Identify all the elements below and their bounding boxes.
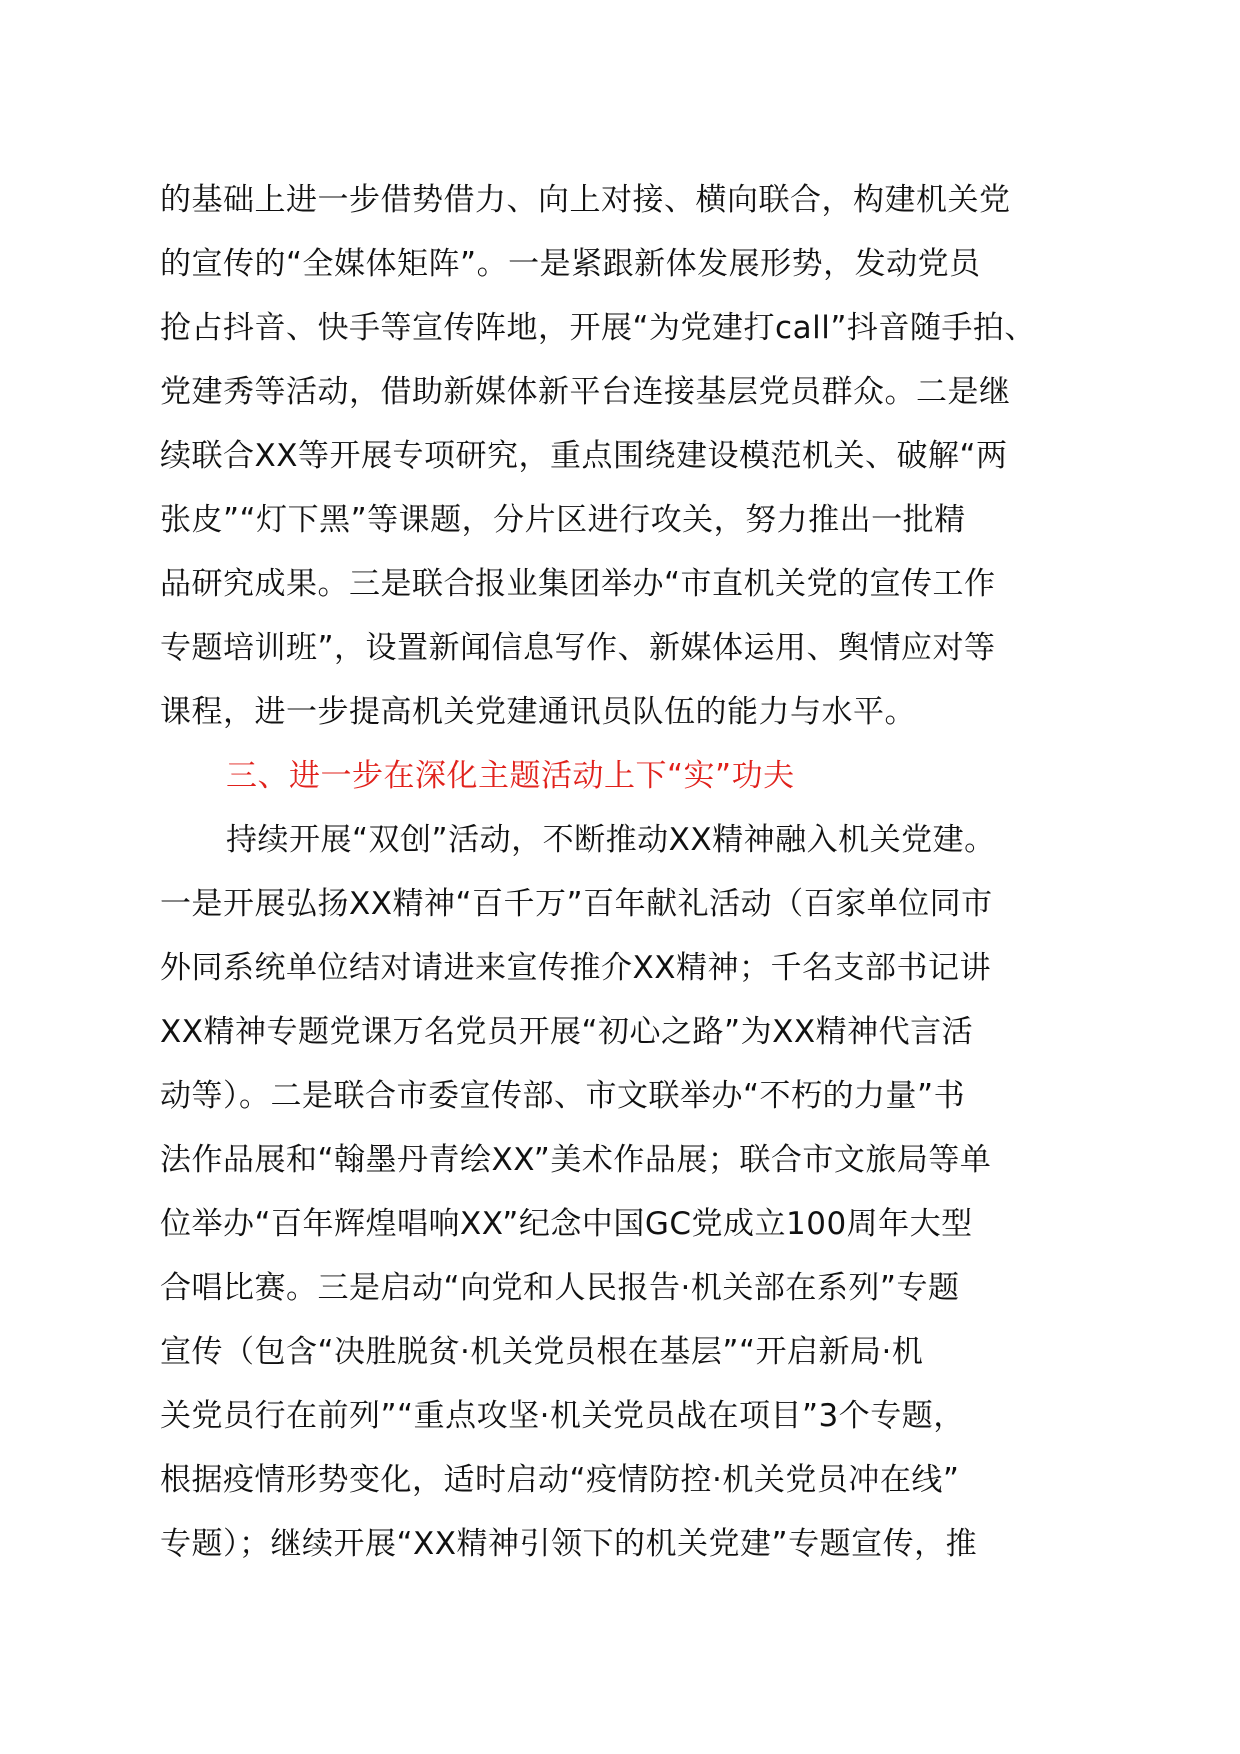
paragraph-2-line-3: 外同系统单位结对请进来宣传推介XX精神；千名支部书记讲 xyxy=(160,950,991,986)
document-body xyxy=(160,168,1100,1576)
paragraph-1-line-6: 张皮”“灯下黑”等课题，分片区进行攻关，努力推出一批精 xyxy=(160,502,966,538)
paragraph-2-line-12: 专题）；继续开展“XX精神引领下的机关党建”专题宣传，推 xyxy=(160,1526,978,1562)
paragraph-1-line-1: 的基础上进一步借势借力、向上对接、横向联合，构建机关党 xyxy=(160,182,1011,218)
paragraph-2-line-1: 持续开展“双创”活动，不断推动XX精神融入机关党建。 xyxy=(226,822,996,858)
paragraph-2-line-6: 法作品展和“翰墨丹青绘XX”美术作品展；联合市文旅局等单 xyxy=(160,1142,992,1178)
paragraph-2-line-2: 一是开展弘扬XX精神“百千万”百年献礼活动（百家单位同市 xyxy=(160,886,993,922)
paragraph-2-line-9: 宣传（包含“决胜脱贫·机关党员根在基层”“开启新局·机 xyxy=(160,1334,924,1370)
paragraph-1-line-3: 抢占抖音、快手等宣传阵地，开展“为党建打call”抖音随手拍、 xyxy=(160,310,1036,346)
paragraph-1-line-8: 专题培训班”，设置新闻信息写作、新媒体运用、舆情应对等 xyxy=(160,630,996,666)
paragraph-2-line-5: 动等）。二是联合市委宣传部、市文联举办“不朽的力量”书 xyxy=(160,1078,966,1114)
paragraph-1-line-9: 课程，进一步提高机关党建通讯员队伍的能力与水平。 xyxy=(160,694,916,730)
paragraph-1-line-7: 品研究成果。三是联合报业集团举办“市直机关党的宣传工作 xyxy=(160,566,996,602)
paragraph-2-line-7: 位举办“百年辉煌唱响XX”纪念中国GC党成立100周年大型 xyxy=(160,1206,973,1242)
paragraph-1 xyxy=(160,168,1100,744)
paragraph-2-line-11: 根据疫情形势变化，适时启动“疫情防控·机关党员冲在线” xyxy=(160,1462,960,1498)
paragraph-2 xyxy=(160,808,1100,1576)
paragraph-1-line-5: 续联合XX等开展专项研究，重点围绕建设模范机关、破解“两 xyxy=(160,438,1008,474)
paragraph-2-line-8: 合唱比赛。三是启动“向党和人民报告·机关部在系列”专题 xyxy=(160,1270,960,1306)
paragraph-1-line-4: 党建秀等活动，借助新媒体新平台连接基层党员群众。二是继 xyxy=(160,374,1011,410)
paragraph-2-line-10: 关党员行在前列”“重点攻坚·机关党员战在项目”3个专题， xyxy=(160,1398,965,1434)
paragraph-1-line-2: 的宣传的“全媒体矩阵”。一是紧跟新体发展形势，发动党员 xyxy=(160,246,981,282)
section-heading: 三、进一步在深化主题活动上下“实”功夫 xyxy=(226,758,795,794)
paragraph-2-line-4: XX精神专题党课万名党员开展“初心之路”为XX精神代言活 xyxy=(160,1014,974,1050)
